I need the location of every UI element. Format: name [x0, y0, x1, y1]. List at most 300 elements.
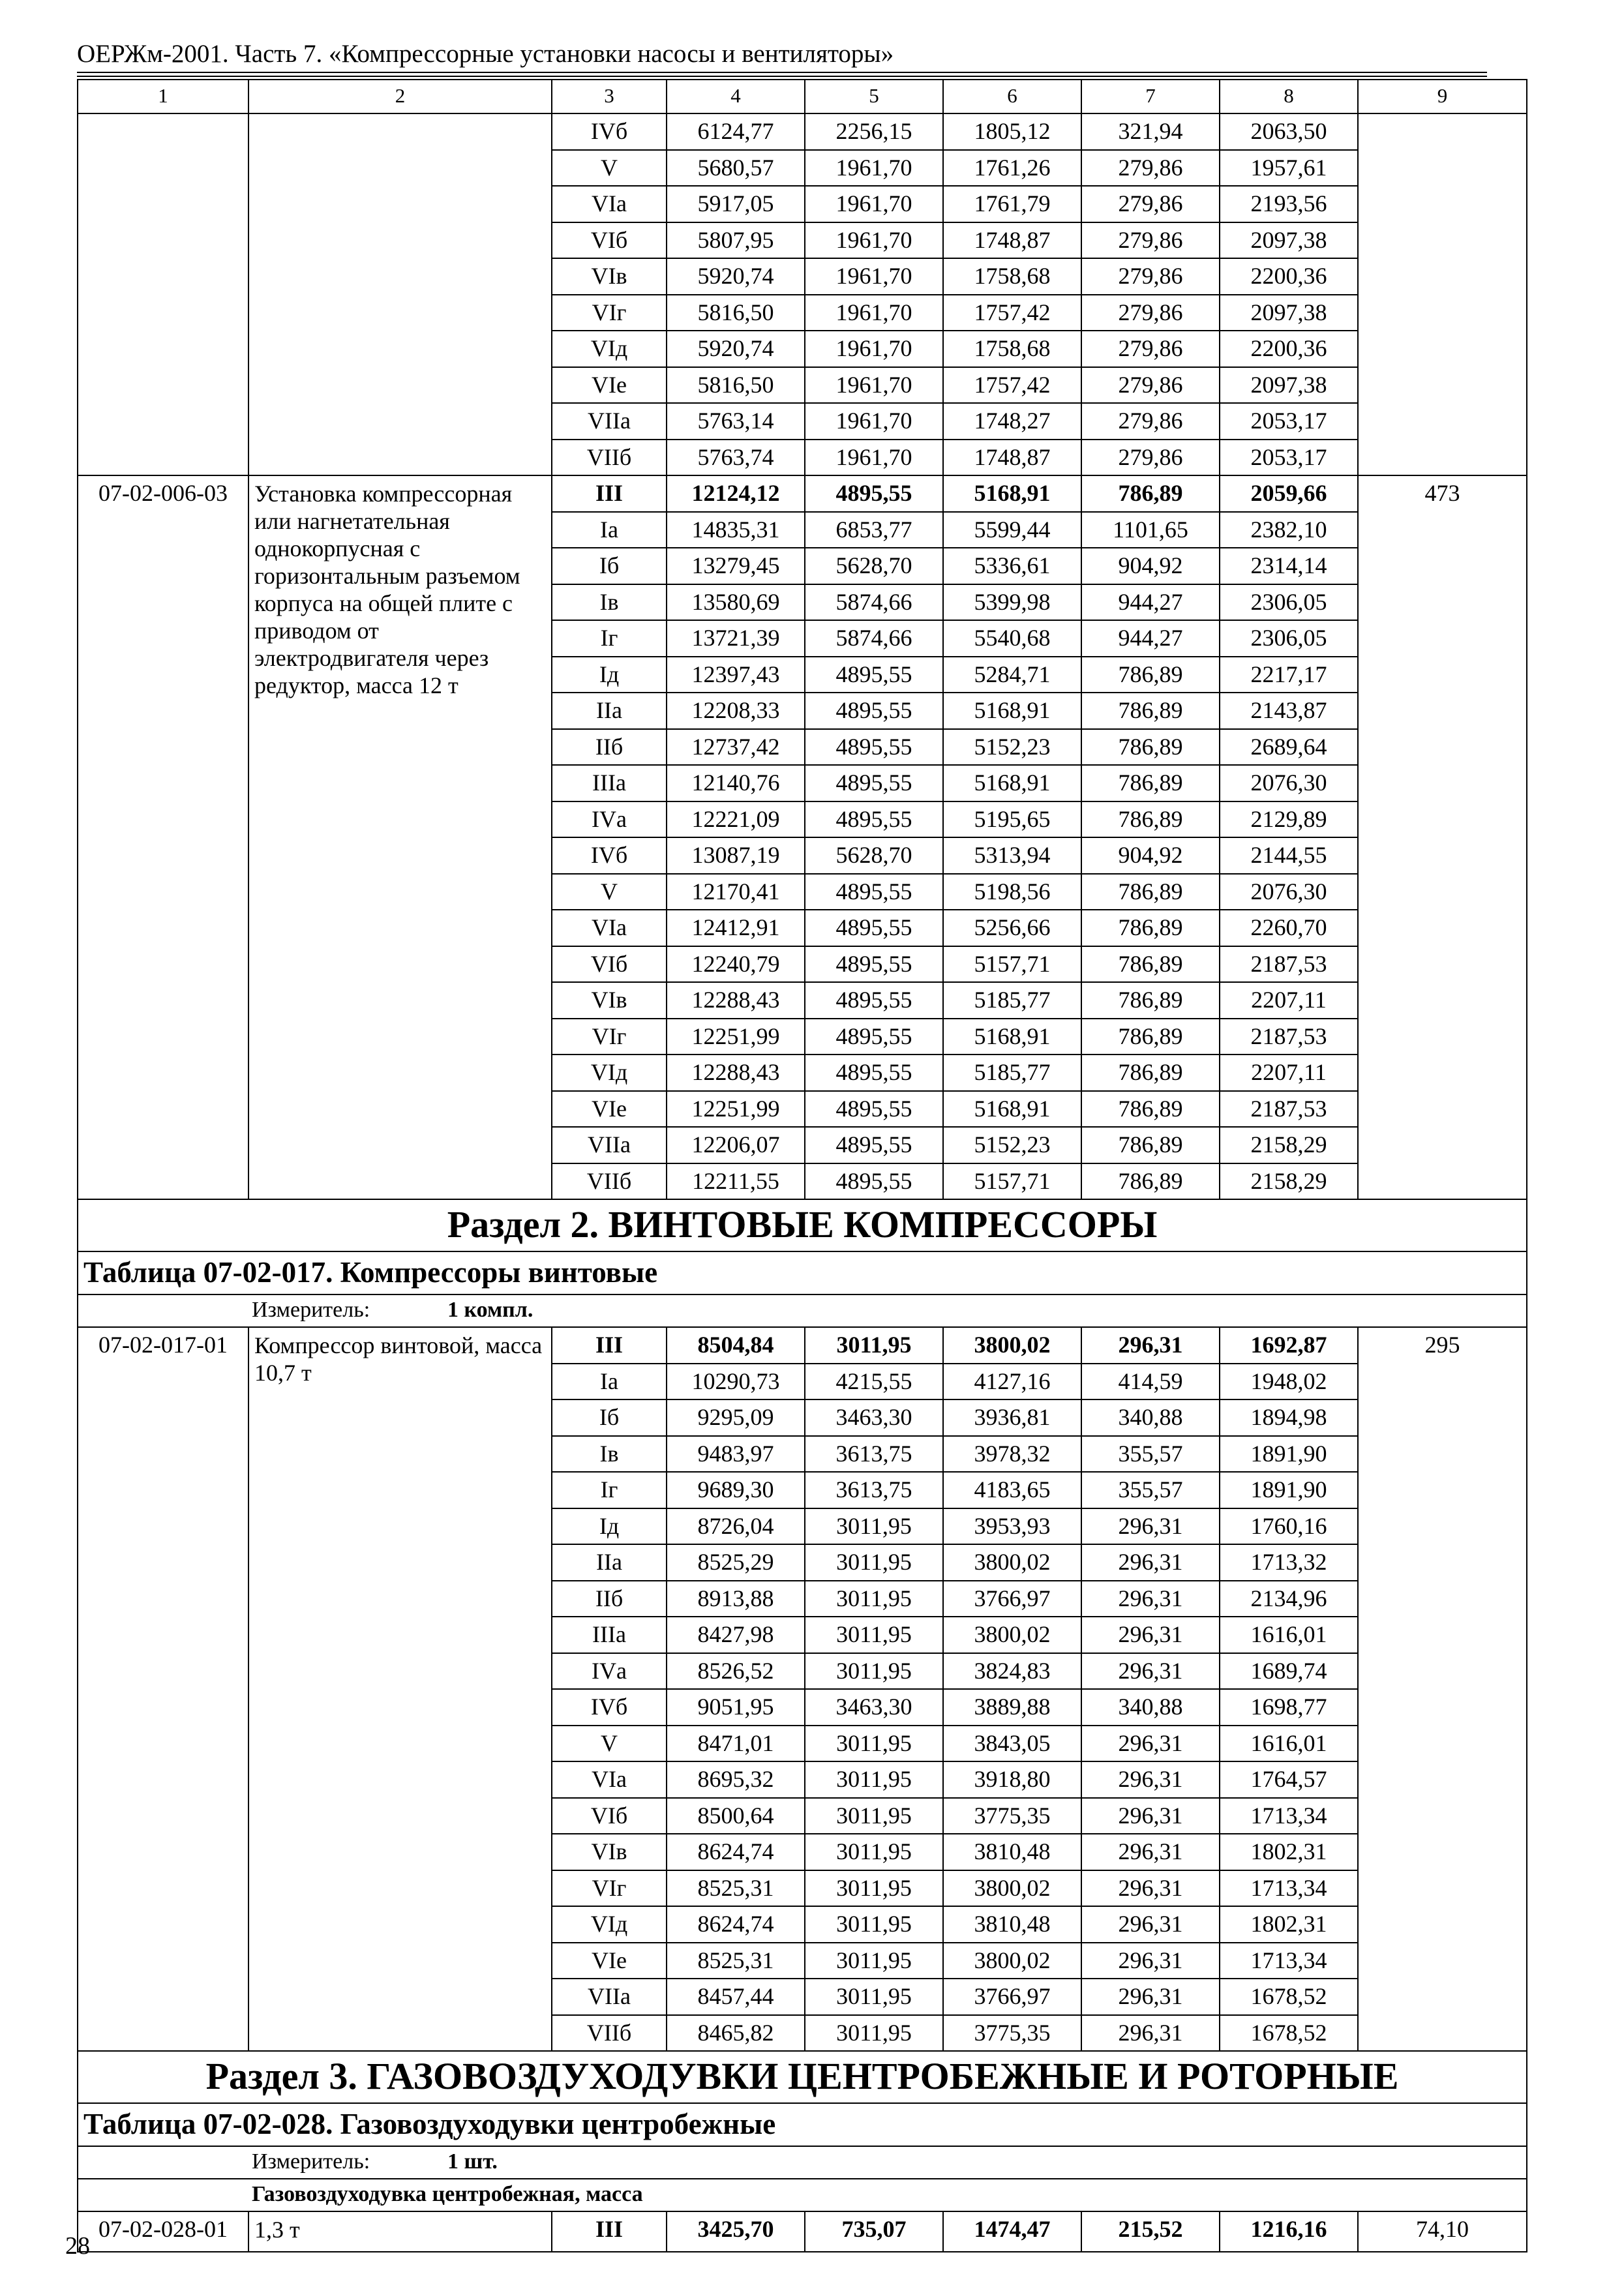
price-value: 1961,70	[805, 331, 943, 367]
zone-code: IIб	[552, 729, 667, 766]
zone-code: IVа	[552, 1653, 667, 1690]
price-value: 279,86	[1081, 150, 1220, 187]
price-value: 2097,38	[1220, 367, 1358, 404]
price-value: 1961,70	[805, 186, 943, 222]
price-value: 3810,48	[943, 1834, 1081, 1870]
zone-code: Iб	[552, 548, 667, 584]
price-value: 1961,70	[805, 222, 943, 259]
price-value: 8465,82	[667, 2015, 805, 2052]
price-value: 1748,27	[943, 403, 1081, 440]
price-value: 786,89	[1081, 982, 1220, 1019]
price-value: 4895,55	[805, 946, 943, 983]
price-value: 786,89	[1081, 1019, 1220, 1055]
table-row	[78, 1327, 1527, 1364]
column-number: 9	[1358, 80, 1527, 113]
column-9-value: 74,10	[1358, 2211, 1527, 2252]
price-value: 9051,95	[667, 1689, 805, 1726]
zone-code: Iа	[552, 1364, 667, 1400]
price-value: 13279,45	[667, 548, 805, 584]
price-value: 2306,05	[1220, 584, 1358, 621]
price-value: 355,57	[1081, 1436, 1220, 1473]
price-value: 786,89	[1081, 1091, 1220, 1128]
zone-code: VIа	[552, 1761, 667, 1798]
price-value: 786,89	[1081, 693, 1220, 729]
price-value: 8526,52	[667, 1653, 805, 1690]
price-value: 1805,12	[943, 113, 1081, 150]
price-value: 5920,74	[667, 258, 805, 295]
price-value: 904,92	[1081, 837, 1220, 874]
price-value: 3011,95	[805, 1508, 943, 1545]
zone-code: III	[552, 2211, 667, 2252]
price-value: 2260,70	[1220, 910, 1358, 946]
price-value: 1961,70	[805, 367, 943, 404]
price-value: 5874,66	[805, 584, 943, 621]
price-value: 3936,81	[943, 1399, 1081, 1436]
price-value: 3011,95	[805, 1726, 943, 1762]
price-value: 8525,31	[667, 1870, 805, 1907]
subgroup-cell	[78, 2179, 1527, 2211]
price-value: 4895,55	[805, 1091, 943, 1128]
price-value: 4895,55	[805, 801, 943, 838]
zone-code: Iд	[552, 1508, 667, 1545]
table-row	[78, 2211, 1527, 2252]
price-value: 4895,55	[805, 874, 943, 910]
price-value: 13580,69	[667, 584, 805, 621]
price-value: 2207,11	[1220, 1055, 1358, 1091]
item-description: Компрессор винтовой, масса 10,7 т	[248, 1327, 552, 2051]
price-value: 12737,42	[667, 729, 805, 766]
price-value: 3800,02	[943, 1544, 1081, 1581]
zone-code: IIа	[552, 693, 667, 729]
meter-row	[78, 2146, 1527, 2179]
price-value: 4127,16	[943, 1364, 1081, 1400]
price-value: 2689,64	[1220, 729, 1358, 766]
price-value: 8695,32	[667, 1761, 805, 1798]
zone-code: V	[552, 150, 667, 187]
price-value: 1616,01	[1220, 1726, 1358, 1762]
price-value: 9295,09	[667, 1399, 805, 1436]
zone-code: VIе	[552, 1091, 667, 1128]
price-value: 5816,50	[667, 367, 805, 404]
price-value: 3011,95	[805, 1834, 943, 1870]
price-value: 5336,61	[943, 548, 1081, 584]
zone-code: IVб	[552, 113, 667, 150]
price-value: 8457,44	[667, 1979, 805, 2015]
price-value: 4895,55	[805, 693, 943, 729]
subgroup-row	[78, 2179, 1527, 2211]
price-value: 4895,55	[805, 910, 943, 946]
item-code	[78, 113, 248, 475]
price-value: 2193,56	[1220, 186, 1358, 222]
price-value: 14835,31	[667, 512, 805, 548]
table-title-row	[78, 2103, 1527, 2146]
table-row	[78, 113, 1527, 150]
price-value: 3800,02	[943, 1327, 1081, 1364]
zone-code: Iв	[552, 584, 667, 621]
price-value: 296,31	[1081, 1653, 1220, 1690]
price-value: 9689,30	[667, 1472, 805, 1508]
price-value: 1692,87	[1220, 1327, 1358, 1364]
price-value: 279,86	[1081, 222, 1220, 259]
price-value: 4895,55	[805, 1019, 943, 1055]
price-value: 296,31	[1081, 1979, 1220, 2015]
price-value: 13087,19	[667, 837, 805, 874]
price-value: 3463,30	[805, 1689, 943, 1726]
section-row	[78, 1199, 1527, 1251]
meter-cell	[78, 2146, 1527, 2179]
price-value: 1748,87	[943, 222, 1081, 259]
price-value: 1891,90	[1220, 1472, 1358, 1508]
price-value: 3011,95	[805, 1870, 943, 1907]
column-number: 1	[78, 80, 248, 113]
price-value: 2144,55	[1220, 837, 1358, 874]
column-number-row	[78, 80, 1527, 113]
zone-code: V	[552, 1726, 667, 1762]
price-value: 296,31	[1081, 1327, 1220, 1364]
price-value: 8504,84	[667, 1327, 805, 1364]
zone-code: IIIа	[552, 1617, 667, 1653]
zone-code: VIа	[552, 186, 667, 222]
price-value: 2143,87	[1220, 693, 1358, 729]
column-9-value	[1358, 113, 1527, 475]
price-value: 279,86	[1081, 331, 1220, 367]
price-value: 3800,02	[943, 1870, 1081, 1907]
price-value: 1894,98	[1220, 1399, 1358, 1436]
table-row	[78, 475, 1527, 512]
price-value: 1757,42	[943, 295, 1081, 331]
price-value: 2097,38	[1220, 222, 1358, 259]
price-value: 1713,34	[1220, 1943, 1358, 1979]
price-value: 4183,65	[943, 1472, 1081, 1508]
section-title: Раздел 2. ВИНТОВЫЕ КОМПРЕССОРЫ	[78, 1199, 1527, 1251]
price-value: 5816,50	[667, 295, 805, 331]
price-value: 8913,88	[667, 1581, 805, 1617]
running-header: ОЕРЖм-2001. Часть 7. «Компрессорные установки насосы и вентиляторы»	[77, 40, 894, 68]
price-value: 215,52	[1081, 2211, 1220, 2252]
price-value: 3810,48	[943, 1906, 1081, 1943]
zone-code: IIа	[552, 1544, 667, 1581]
item-code: 07-02-006-03	[78, 475, 248, 1199]
price-value: 5168,91	[943, 693, 1081, 729]
price-value: 5920,74	[667, 331, 805, 367]
zone-code: VIе	[552, 367, 667, 404]
price-value: 786,89	[1081, 657, 1220, 693]
price-value: 786,89	[1081, 729, 1220, 766]
price-value: 4895,55	[805, 657, 943, 693]
price-value: 1758,68	[943, 258, 1081, 295]
price-value: 2187,53	[1220, 1091, 1358, 1128]
price-value: 4895,55	[805, 982, 943, 1019]
price-value: 3978,32	[943, 1436, 1081, 1473]
price-value: 3011,95	[805, 1581, 943, 1617]
zone-code: VIIа	[552, 1979, 667, 2015]
price-value: 5763,74	[667, 440, 805, 476]
price-table	[77, 79, 1527, 2252]
price-value: 4895,55	[805, 1163, 943, 1200]
price-value: 9483,97	[667, 1436, 805, 1473]
price-value: 8427,98	[667, 1617, 805, 1653]
price-value: 1761,26	[943, 150, 1081, 187]
price-value: 8624,74	[667, 1834, 805, 1870]
price-value: 414,59	[1081, 1364, 1220, 1400]
price-value: 1948,02	[1220, 1364, 1358, 1400]
price-value: 3011,95	[805, 1653, 943, 1690]
price-value: 5157,71	[943, 946, 1081, 983]
price-value: 5874,66	[805, 620, 943, 657]
price-value: 786,89	[1081, 874, 1220, 910]
price-value: 296,31	[1081, 1617, 1220, 1653]
price-value: 296,31	[1081, 1834, 1220, 1870]
meter-cell	[78, 1294, 1527, 1327]
price-value: 786,89	[1081, 946, 1220, 983]
zone-code: IVа	[552, 801, 667, 838]
price-value: 1216,16	[1220, 2211, 1358, 2252]
price-value: 5185,77	[943, 1055, 1081, 1091]
price-value: 3800,02	[943, 1617, 1081, 1653]
price-value: 279,86	[1081, 258, 1220, 295]
price-value: 1748,87	[943, 440, 1081, 476]
zone-code: VIб	[552, 1798, 667, 1834]
price-value: 296,31	[1081, 1906, 1220, 1943]
meter-row	[78, 1294, 1527, 1327]
price-value: 5540,68	[943, 620, 1081, 657]
price-value: 5198,56	[943, 874, 1081, 910]
price-value: 786,89	[1081, 765, 1220, 801]
price-value: 3775,35	[943, 2015, 1081, 2052]
section-row	[78, 2051, 1527, 2103]
zone-code: IIб	[552, 1581, 667, 1617]
zone-code: VIв	[552, 1834, 667, 1870]
price-value: 340,88	[1081, 1689, 1220, 1726]
price-value: 786,89	[1081, 475, 1220, 512]
price-value: 2256,15	[805, 113, 943, 150]
price-value: 786,89	[1081, 910, 1220, 946]
price-value: 1101,65	[1081, 512, 1220, 548]
price-value: 279,86	[1081, 295, 1220, 331]
price-value: 2063,50	[1220, 113, 1358, 150]
price-value: 296,31	[1081, 1943, 1220, 1979]
price-value: 296,31	[1081, 1508, 1220, 1545]
price-value: 321,94	[1081, 113, 1220, 150]
price-value: 1758,68	[943, 331, 1081, 367]
price-value: 1689,74	[1220, 1653, 1358, 1690]
column-number: 4	[667, 80, 805, 113]
price-value: 5168,91	[943, 765, 1081, 801]
table-title: Таблица 07-02-017. Компрессоры винтовые	[78, 1251, 1527, 1294]
item-code: 07-02-017-01	[78, 1327, 248, 2051]
zone-code: Iд	[552, 657, 667, 693]
price-value: 279,86	[1081, 440, 1220, 476]
page-number: 28	[65, 2232, 90, 2260]
price-value: 4895,55	[805, 729, 943, 766]
price-value: 8500,64	[667, 1798, 805, 1834]
zone-code: IVб	[552, 1689, 667, 1726]
item-description: Установка компрессорная или нагнетательная однокорпусная с горизонтальным разъемом корпуса на общей плите с приводом от электродвигателя через редуктор, масса 12 т	[248, 475, 552, 1199]
price-value: 5680,57	[667, 150, 805, 187]
price-value: 355,57	[1081, 1472, 1220, 1508]
price-value: 8525,31	[667, 1943, 805, 1979]
price-value: 5157,71	[943, 1163, 1081, 1200]
price-value: 786,89	[1081, 1127, 1220, 1163]
price-value: 12221,09	[667, 801, 805, 838]
price-value: 2076,30	[1220, 874, 1358, 910]
zone-code: VIг	[552, 295, 667, 331]
price-value: 1713,34	[1220, 1798, 1358, 1834]
price-value: 2053,17	[1220, 403, 1358, 440]
price-value: 5168,91	[943, 1091, 1081, 1128]
zone-code: VIг	[552, 1019, 667, 1055]
price-value: 3824,83	[943, 1653, 1081, 1690]
price-value: 5256,66	[943, 910, 1081, 946]
price-value: 2134,96	[1220, 1581, 1358, 1617]
price-value: 6853,77	[805, 512, 943, 548]
price-value: 3463,30	[805, 1399, 943, 1436]
price-value: 3843,05	[943, 1726, 1081, 1762]
price-value: 1764,57	[1220, 1761, 1358, 1798]
price-value: 5195,65	[943, 801, 1081, 838]
price-value: 2200,36	[1220, 331, 1358, 367]
price-value: 4895,55	[805, 1055, 943, 1091]
price-value: 5917,05	[667, 186, 805, 222]
price-value: 786,89	[1081, 801, 1220, 838]
price-value: 4895,55	[805, 1127, 943, 1163]
price-value: 1761,79	[943, 186, 1081, 222]
price-value: 2217,17	[1220, 657, 1358, 693]
meter-label: Измеритель:	[252, 1298, 370, 1322]
zone-code: III	[552, 1327, 667, 1364]
price-value: 12170,41	[667, 874, 805, 910]
price-value: 279,86	[1081, 186, 1220, 222]
header-rule-top	[77, 72, 1487, 73]
price-value: 3800,02	[943, 1943, 1081, 1979]
price-value: 12124,12	[667, 475, 805, 512]
price-value: 735,07	[805, 2211, 943, 2252]
price-value: 12240,79	[667, 946, 805, 983]
zone-code: Iа	[552, 512, 667, 548]
column-number: 6	[943, 80, 1081, 113]
price-value: 2076,30	[1220, 765, 1358, 801]
price-value: 4215,55	[805, 1364, 943, 1400]
price-value: 8726,04	[667, 1508, 805, 1545]
price-value: 5399,98	[943, 584, 1081, 621]
column-number: 8	[1220, 80, 1358, 113]
price-value: 296,31	[1081, 1798, 1220, 1834]
price-value: 3011,95	[805, 1617, 943, 1653]
price-value: 5284,71	[943, 657, 1081, 693]
price-value: 3889,88	[943, 1689, 1081, 1726]
price-value: 12288,43	[667, 1055, 805, 1091]
price-value: 5185,77	[943, 982, 1081, 1019]
price-value: 1678,52	[1220, 1979, 1358, 2015]
price-value: 1961,70	[805, 440, 943, 476]
price-value: 1757,42	[943, 367, 1081, 404]
zone-code: Iб	[552, 1399, 667, 1436]
price-value: 10290,73	[667, 1364, 805, 1400]
price-value: 3918,80	[943, 1761, 1081, 1798]
price-value: 8624,74	[667, 1906, 805, 1943]
price-value: 12288,43	[667, 982, 805, 1019]
price-value: 5168,91	[943, 1019, 1081, 1055]
price-value: 3953,93	[943, 1508, 1081, 1545]
price-value: 786,89	[1081, 1055, 1220, 1091]
price-value: 5152,23	[943, 729, 1081, 766]
price-value: 3011,95	[805, 1761, 943, 1798]
price-value: 2129,89	[1220, 801, 1358, 838]
zone-code: VIIб	[552, 2015, 667, 2052]
price-value: 5599,44	[943, 512, 1081, 548]
price-value: 296,31	[1081, 2015, 1220, 2052]
zone-code: VIIб	[552, 1163, 667, 1200]
price-value: 8525,29	[667, 1544, 805, 1581]
zone-code: VIа	[552, 910, 667, 946]
price-value: 1961,70	[805, 258, 943, 295]
price-value: 1713,34	[1220, 1870, 1358, 1907]
column-9-value: 473	[1358, 475, 1527, 1199]
price-value: 5628,70	[805, 837, 943, 874]
zone-code: Iг	[552, 1472, 667, 1508]
price-value: 1961,70	[805, 150, 943, 187]
price-value: 8471,01	[667, 1726, 805, 1762]
price-value: 944,27	[1081, 584, 1220, 621]
price-value: 3011,95	[805, 1327, 943, 1364]
zone-code: VIIа	[552, 1127, 667, 1163]
price-value: 2382,10	[1220, 512, 1358, 548]
meter-value: 1 компл.	[447, 1298, 534, 1322]
price-value: 3011,95	[805, 1544, 943, 1581]
price-value: 5763,14	[667, 403, 805, 440]
price-value: 12397,43	[667, 657, 805, 693]
price-value: 3613,75	[805, 1436, 943, 1473]
price-value: 1802,31	[1220, 1906, 1358, 1943]
price-value: 1474,47	[943, 2211, 1081, 2252]
column-number: 5	[805, 80, 943, 113]
price-value: 5313,94	[943, 837, 1081, 874]
column-number: 3	[552, 80, 667, 113]
header-rule-bottom	[77, 76, 1487, 77]
price-value: 3011,95	[805, 1943, 943, 1979]
table-title: Таблица 07-02-028. Газовоздуходувки центробежные	[78, 2103, 1527, 2146]
zone-code: VIIа	[552, 403, 667, 440]
zone-code: VIе	[552, 1943, 667, 1979]
price-value: 3766,97	[943, 1581, 1081, 1617]
price-value: 4895,55	[805, 765, 943, 801]
zone-code: VIв	[552, 982, 667, 1019]
zone-code: IVб	[552, 837, 667, 874]
price-value: 296,31	[1081, 1726, 1220, 1762]
price-value: 2158,29	[1220, 1163, 1358, 1200]
zone-code: VIб	[552, 222, 667, 259]
price-value: 2059,66	[1220, 475, 1358, 512]
price-value: 2207,11	[1220, 982, 1358, 1019]
price-value: 12211,55	[667, 1163, 805, 1200]
price-value: 2053,17	[1220, 440, 1358, 476]
price-value: 1961,70	[805, 403, 943, 440]
price-value: 2097,38	[1220, 295, 1358, 331]
price-value: 2187,53	[1220, 1019, 1358, 1055]
price-value: 1961,70	[805, 295, 943, 331]
column-number: 7	[1081, 80, 1220, 113]
price-value: 2200,36	[1220, 258, 1358, 295]
column-number: 2	[248, 80, 552, 113]
price-value: 13721,39	[667, 620, 805, 657]
price-value: 4895,55	[805, 475, 943, 512]
price-value: 1891,90	[1220, 1436, 1358, 1473]
price-value: 904,92	[1081, 548, 1220, 584]
price-value: 2306,05	[1220, 620, 1358, 657]
price-value: 3011,95	[805, 1906, 943, 1943]
zone-code: V	[552, 874, 667, 910]
price-value: 340,88	[1081, 1399, 1220, 1436]
